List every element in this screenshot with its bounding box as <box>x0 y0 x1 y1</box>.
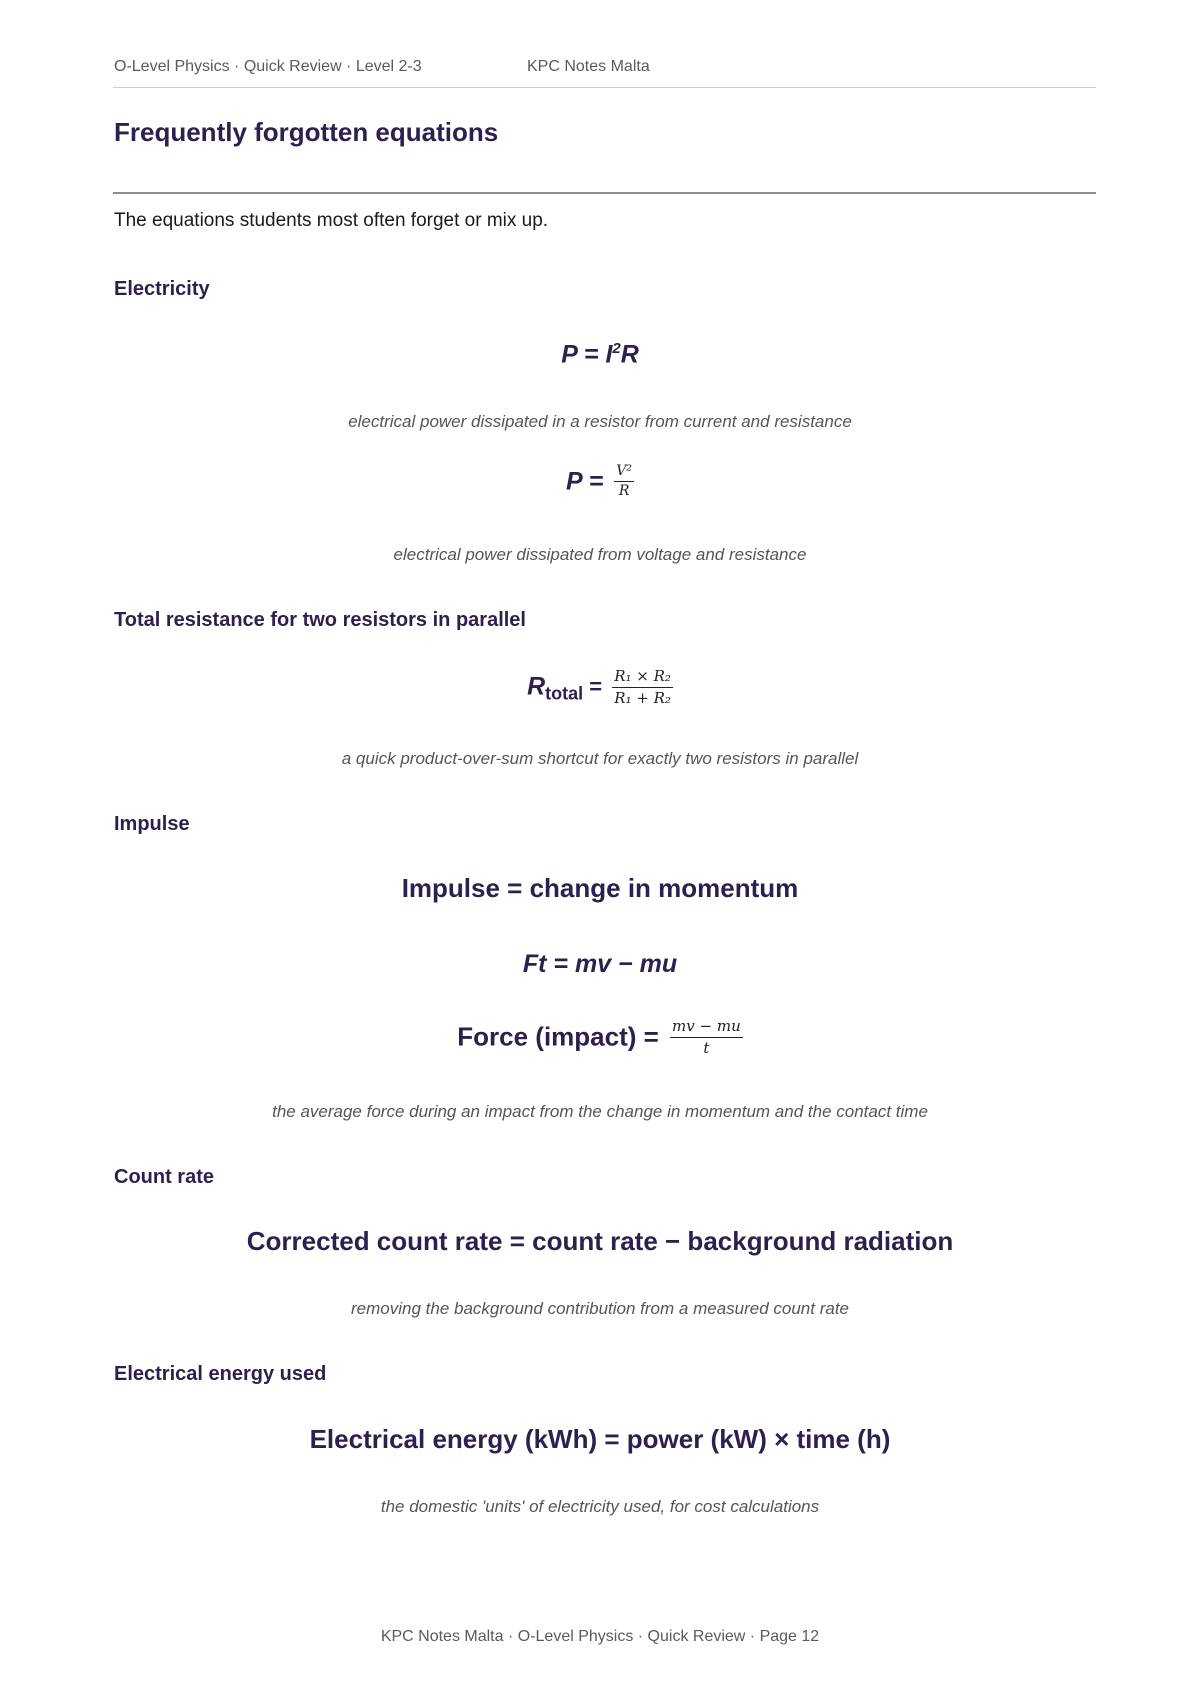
equation-electrical-energy: Electrical energy (kWh) = power (kW) × time (h) <box>309 1424 891 1454</box>
running-header-left: O-Level Physics · Quick Review · Level 2-3 <box>114 58 422 75</box>
page-title: Frequently forgotten equations <box>114 117 499 147</box>
equation-subscript: total <box>545 683 584 704</box>
fraction-denominator: R₁ + R₂ <box>614 688 671 707</box>
equation-base: I <box>605 340 613 369</box>
fraction-numerator: R₁ × R₂ <box>612 668 673 688</box>
equation-equals: = <box>583 674 609 699</box>
equation-exponent: 2 <box>612 340 621 357</box>
equation-impact-force <box>0 1018 1200 1056</box>
equation-parallel-resistance <box>0 668 1200 706</box>
fraction-numerator: V² <box>614 464 634 482</box>
fraction-denominator: R <box>618 483 630 500</box>
section-heading-count-rate: Count rate <box>114 1166 214 1188</box>
equation-symbol: R <box>527 672 546 701</box>
section-heading-electrical-energy: Electrical energy used <box>114 1363 327 1385</box>
equation-power-voltage <box>0 464 1200 500</box>
description-parallel-resistance: a quick product-over-sum shortcut for exactly two resistors in parallel <box>341 749 859 768</box>
section-heading-impulse: Impulse <box>114 813 190 835</box>
description-power-current: electrical power dissipated in a resistor from current and resistance <box>348 412 852 431</box>
equation-rest: R <box>620 340 639 369</box>
title-divider <box>113 192 1096 194</box>
page-footer: KPC Notes Malta · O-Level Physics · Quick Review · Page 12 <box>380 1628 820 1645</box>
description-impact-force: the average force during an impact from the change in momentum and the contact time <box>272 1102 928 1121</box>
header-divider <box>113 87 1096 88</box>
description-power-voltage: electrical power dissipated from voltage and resistance <box>393 545 807 564</box>
section-heading-parallel-resistance: Total resistance for two resistors in parallel <box>114 609 526 631</box>
fraction <box>614 464 634 500</box>
equation-corrected-count-rate: Corrected count rate = count rate − background radiation <box>246 1226 954 1256</box>
equation-lhs: P = <box>566 467 611 496</box>
equation-impulse-momentum: Ft = mv − mu <box>522 950 678 978</box>
equation-power-current <box>0 340 1200 369</box>
equation-lhs: P = <box>561 340 606 369</box>
intro-text: The equations students most often forget or mix up. <box>114 210 549 231</box>
equation-lhs: Force (impact) = <box>457 1021 667 1052</box>
fraction <box>612 668 673 706</box>
description-electrical-energy: the domestic 'units' of electricity used, for cost calculations <box>380 1497 820 1516</box>
fraction <box>670 1018 743 1056</box>
section-heading-electricity: Electricity <box>114 278 210 300</box>
fraction-denominator: t <box>703 1038 710 1057</box>
running-header-center: KPC Notes Malta <box>527 58 650 75</box>
fraction-numerator: mv − mu <box>670 1018 743 1038</box>
description-count-rate: removing the background contribution from a measured count rate <box>351 1299 849 1318</box>
equation-impulse-definition: Impulse = change in momentum <box>401 873 799 903</box>
